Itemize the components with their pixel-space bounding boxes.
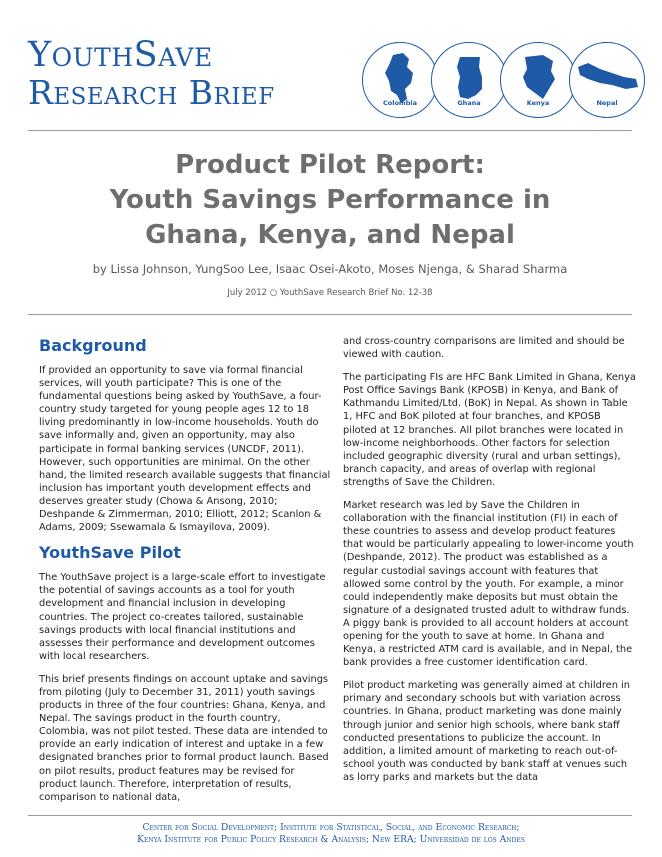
brand-line-1: YouthSave <box>28 35 213 75</box>
title-line-3: Ghana, Kenya, and Nepal <box>145 220 515 250</box>
header-divider <box>28 130 632 131</box>
country-label-nepal: Nepal <box>596 99 618 107</box>
country-label-kenya: Kenya <box>526 99 550 107</box>
pilot-paragraph-2: This brief presents findings on account uptake and savings from piloting (July to December 31, 2011) youth savings products in three of the four countries: Ghana, Kenya, and Nepal. The savings product in the fourth country, Colombia, was not pilot tested. These data are intended to provide an early indication of interest and uptake in a few designated branches prior to formal product launch. Based on pilot results, product features may be revised for product launch. Therefore, interpretation of results, comparison to national data, <box>39 673 329 803</box>
title-divider <box>28 314 632 315</box>
right-paragraph-1: and cross-country comparisons are limited and should be viewed with caution. <box>343 336 625 361</box>
footer-line-2: Kenya Institute for Public Policy Research & Analysis; New ERA; Universidad de los Andes <box>137 834 525 845</box>
country-badge-ghana <box>431 42 507 118</box>
left-column <box>39 334 332 814</box>
right-paragraph-4: Pilot product marketing was generally aimed at children in primary and secondary schools but with variation across countries. In Ghana, product marketing was done mainly through junior and senior high schools, where bank staff conducted presentations to publicize the account. In addition, a limited amount of marketing to reach out-of-school youth was conducted by bank staff at venues such as lorry parks and markets but the data <box>343 680 630 783</box>
report-title <box>40 148 620 253</box>
country-maps <box>362 42 646 118</box>
country-badge-colombia <box>362 42 438 118</box>
country-badge-kenya <box>500 42 576 118</box>
title-line-1: Product Pilot Report: <box>175 150 485 180</box>
footer-divider <box>28 815 632 816</box>
background-paragraph: If provided an opportunity to save via formal financial services, will youth participate? This is one of the fundamental questions being asked by YouthSave, a four-country study targeted for young people ages 12 to 18 living predominantly in low-income households. Youth do save informally and, given an opportunity, may also participate in formal banking services (UNCDF, 2011). However, such opportunities are minimal. On the other hand, the limited research available suggests that financial inclusion has important youth development effects and deserves greater study (Chowa & Ansong, 2010; Deshpande & Zimmerman, 2010; Elliott, 2012; Scanlon & Adams, 2009; Ssewamala & Ismayilova, 2009). <box>39 365 331 534</box>
title-line-2: Youth Savings Performance in <box>109 185 551 215</box>
country-label-colombia: Colombia <box>383 99 417 107</box>
country-label-ghana: Ghana <box>457 99 481 107</box>
footer-line-1: Center for Social Development; Institute for Statistical, Social, and Economic Research; <box>142 822 520 833</box>
dateline: July 2012 ○ YouthSave Research Brief No. 12-38 <box>227 288 433 298</box>
pilot-heading: YouthSave Pilot <box>39 543 182 563</box>
brand-line-2: Research Brief <box>28 73 275 112</box>
right-column <box>343 334 636 794</box>
pilot-paragraph-1: The YouthSave project is a large-scale effort to investigate the potential of savings accounts as a tool for youth development and financial inclusion in developing countries. The project co-creates tailored, sustainable savings products with local financial institutions and assesses their performance and development outcomes with local researchers. <box>39 572 326 662</box>
background-heading: Background <box>39 336 147 355</box>
brand-logo <box>28 36 275 112</box>
footer-partners <box>30 822 632 846</box>
country-badge-nepal <box>569 42 645 118</box>
authors-line: by Lissa Johnson, YungSoo Lee, Isaac Osei-Akoto, Moses Njenga, & Sharad Sharma <box>92 262 568 276</box>
right-paragraph-2: The participating FIs are HFC Bank Limited in Ghana, Kenya Post Office Savings Bank (KPOSB) in Kenya, and Bank of Kathmandu Limited/Ltd. (BoK) in Nepal. As shown in Table 1, HFC and BoK piloted at four branches, and KPOSB piloted at 12 branches. All pilot branches were located in low-income neighborhoods. Other factors for selection included geographic diversity (rural and urban settings), branch capacity, and areas of overlap with regional strengths of Save the Children. <box>343 372 636 488</box>
right-paragraph-3: Market research was led by Save the Children in collaboration with the financial institution (FI) in each of these countries to assess and develop product features that would be particularly appealing to lower-income youth (Deshpande, 2012). The product was established as a regular custodial savings account with features that allowed some control by the youth. For example, a minor could independently make deposits but must obtain the signature of a designated trusted adult to withdraw funds. A piggy bank is provided to all account holders at account opening for the youth to save at home. In Ghana and Kenya, a restricted ATM card is available, and in Nepal, the bank provides a free customer identification card. <box>343 500 634 669</box>
